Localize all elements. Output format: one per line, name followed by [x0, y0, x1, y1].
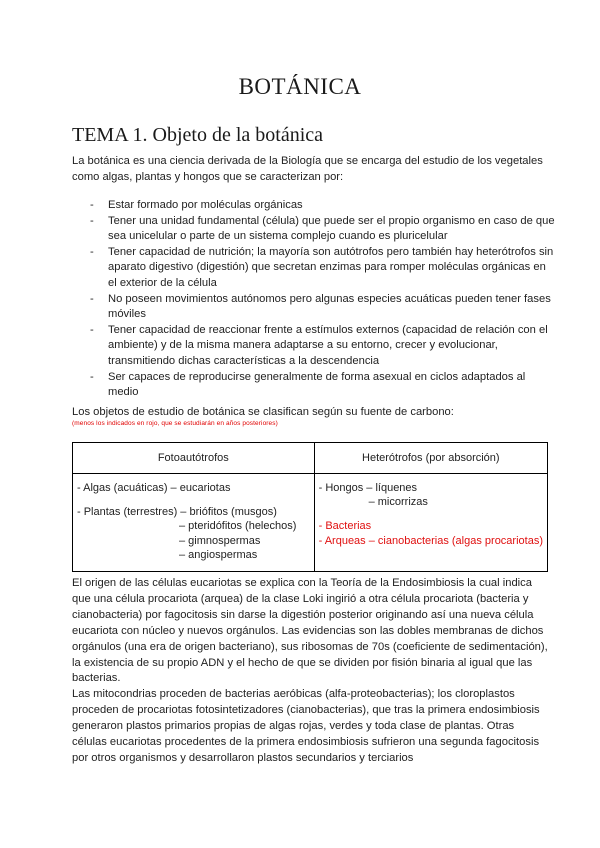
characteristics-list [90, 198, 555, 401]
list-item: - Tener capacidad de nutrición; la mayoría son autótrofos pero también hay heterótrofos sin aparato digestivo (digestión) que secretan enzimas para romper moléculas orgánicas en el exterior de la célula [90, 245, 555, 292]
heterotrofos-cell [314, 474, 547, 572]
classification-intro: Los objetos de estudio de botánica se clasifican según su fuente de carbono: [72, 406, 454, 418]
plantas-line: - Plantas (terrestres) – briófitos (musgos) [77, 506, 277, 519]
algas-line: - Algas (acuáticas) – eucariotas [77, 482, 231, 494]
micorrizas-line: – micorrizas [368, 496, 428, 509]
classification-table [72, 442, 548, 572]
list-item: - Tener una unidad fundamental (célula) que puede ser el propio organismo en caso de que sea unicelular o parte de un sistema complejo cuando es pluricelular [90, 214, 555, 245]
list-item: - Tener capacidad de reaccionar frente a estímulos externos (capacidad de relación con el ambiente) y de la misma manera adaptarse a su entorno, crecer y evolucionar, transmitiendo dichas características a la descendencia [90, 323, 555, 370]
section-title: TEMA 1. Objeto de la botánica [72, 124, 324, 146]
arqueas-line: - Arqueas – cianobacterias (algas procariotas) [318, 534, 543, 547]
angiospermas-line: – angiospermas [179, 548, 258, 561]
header-fotoautotrofos: Fotoautótrofos [73, 443, 315, 474]
list-item: - Ser capaces de reproducirse generalmente de forma asexual en ciclos adaptados al medio [90, 370, 555, 401]
intro-paragraph: La botánica es una ciencia derivada de la Biología que se encarga del estudio de los vegetales como algas, plantas y hongos que se caracterizan por: [72, 155, 543, 183]
document-title: BOTÁNICA [238, 74, 362, 99]
pteridofitos-line: – pteridófitos (helechos) [179, 520, 297, 533]
fotoautotrofos-cell [73, 474, 315, 572]
hongos-line: - Hongos – líquenes [318, 482, 418, 494]
list-item: - Estar formado por moléculas orgánicas [90, 198, 555, 214]
table-header-row [73, 443, 548, 474]
gimnospermas-line: – gimnospermas [179, 534, 261, 547]
header-heterotrofos: Heterótrofos (por absorción) [314, 443, 547, 474]
organelles-paragraph: Las mitocondrias proceden de bacterias aeróbicas (alfa-proteobacterias); los cloroplastos proceden de procariotas fotosintetizadores (cianobacterias), que tras la primera endosimbiosis generaron plastos primarios propias de algas rojas, verdes y toda clase de plantas. Otras células eucariotas procedentes de la primera endosimbiosis sufrieron una segunda fagocitosis por otros organismos y desarrollaron plastos secundarios y terciarios [72, 688, 540, 764]
endosymbiosis-paragraph: El origen de las células eucariotas se explica con la Teoría de la Endosimbiosis la cual indica que una célula procariota (arquea) de la clase Loki ingirió a otra célula procariota (bacteria y cianobacteria) por fagocitosis sin darse la digestión posterior originando así una nueva célula eucariota con núcleo y nuevos orgánulos. Las evidencias son las dobles membranas de dichos orgánulos (una era de origen bacteriano), sus ribosomas de 70s (coeficiente de sedimentación), la existencia de su propio ADN y el hecho de que se dividen por fisión binaria al igual que las bacterias. [72, 577, 548, 685]
table-row [73, 474, 548, 572]
classification-note: (menos los indicados en rojo, que se estudiarán en años posteriores) [72, 420, 278, 427]
list-item: - No poseen movimientos autónomos pero algunas especies acuáticas pueden tener fases móviles [90, 292, 555, 323]
bacterias-line: - Bacterias [318, 520, 372, 533]
